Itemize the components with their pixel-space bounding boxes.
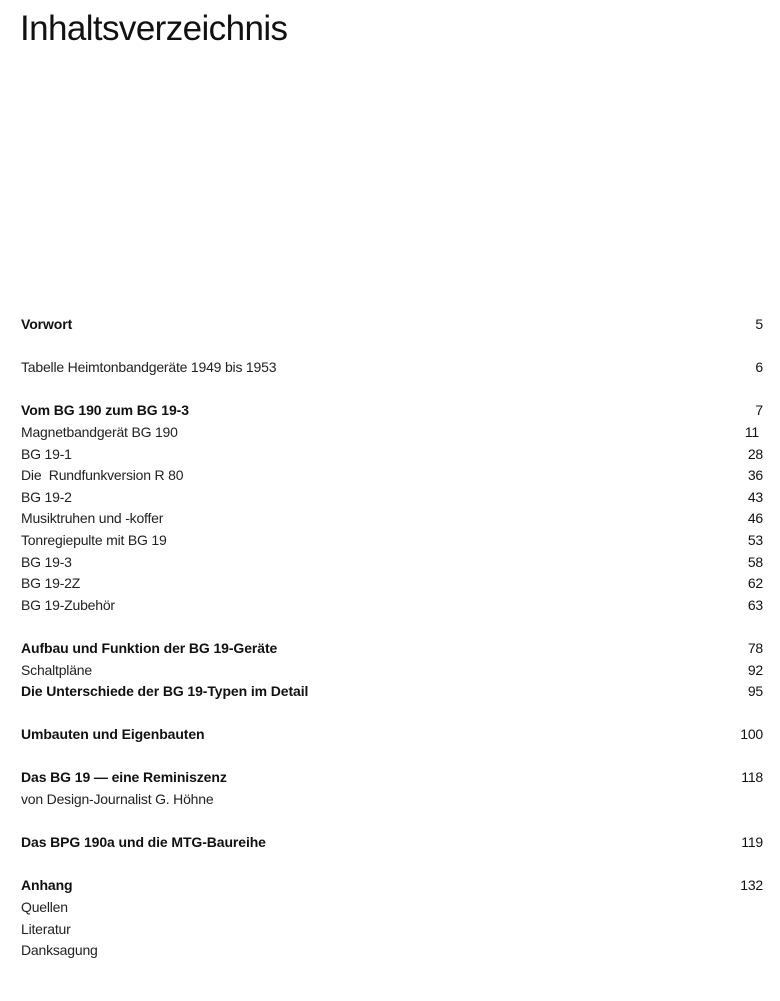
toc-entry-title: Vorwort [21, 316, 73, 332]
toc-entry-title: Musiktruhen und -koffer [21, 510, 164, 527]
toc-page-number: 53 [747, 531, 763, 548]
toc-subentry[interactable] [21, 357, 763, 379]
toc-spacer [21, 703, 763, 725]
toc-subentry[interactable] [21, 530, 763, 552]
toc-page-number: 36 [747, 467, 763, 484]
toc-page-number: 118 [741, 769, 763, 786]
toc-entry-title: Tonregiepulte mit BG 19 [21, 531, 167, 548]
toc-subentry[interactable] [21, 660, 763, 682]
toc-page-number: 5 [755, 316, 763, 332]
toc-page-number: 63 [747, 596, 763, 613]
toc-entry-title: Magnetbandgerät BG 190 [21, 423, 178, 440]
toc-page-number: 119 [741, 834, 763, 851]
toc-spacer [21, 746, 763, 768]
toc-chapter-entry[interactable] [21, 875, 763, 897]
toc-subentry[interactable] [21, 789, 763, 811]
toc-subentry[interactable] [21, 508, 763, 530]
toc-entry-title: BG 19-Zubehör [21, 596, 115, 613]
toc-entry-title: Das BG 19 — eine Reminiszenz [21, 769, 227, 786]
toc-entry-title: Aufbau und Funktion der BG 19-Geräte [21, 639, 278, 656]
toc-spacer [21, 336, 763, 358]
toc-entry-title: Die Unterschiede der BG 19-Typen im Detail [21, 683, 309, 700]
toc-entry-title: Umbauten und Eigenbauten [21, 726, 205, 743]
toc-entry-title: Literatur [21, 920, 71, 937]
toc-subentry[interactable] [21, 940, 763, 962]
toc-entry-title: BG 19-3 [21, 553, 72, 570]
toc-subentry[interactable] [21, 919, 763, 941]
toc-page-number: 11 [744, 423, 759, 440]
toc-entry-title: von Design-Journalist G. Höhne [21, 791, 214, 808]
toc-page-number: 7 [755, 402, 763, 419]
toc-page-number: 58 [747, 553, 763, 570]
toc-subentry[interactable] [21, 465, 763, 487]
toc-entry-title: BG 19-2 [21, 488, 72, 505]
toc-entry-title: Vom BG 190 zum BG 19-3 [21, 402, 189, 419]
toc-spacer [21, 379, 763, 401]
toc-subentry[interactable] [21, 897, 763, 919]
toc-subentry[interactable] [21, 444, 763, 466]
toc-entry-title: Schaltpläne [21, 661, 92, 678]
toc-chapter-entry[interactable] [21, 767, 763, 789]
toc-entry-title: Danksagung [21, 942, 98, 959]
toc-chapter-entry[interactable] [21, 400, 763, 422]
toc-subentry[interactable] [21, 552, 763, 574]
toc-page-number: 43 [747, 488, 763, 505]
toc-entry-title: BG 19-2Z [21, 575, 81, 592]
toc-chapter-entry[interactable] [21, 638, 763, 660]
toc-subentry[interactable] [21, 422, 763, 444]
toc-subentry[interactable] [21, 487, 763, 509]
toc-chapter-entry[interactable] [21, 724, 763, 746]
toc-chapter-entry[interactable] [21, 681, 763, 703]
toc-entry-title: BG 19-1 [21, 445, 72, 462]
toc-page-number: 62 [747, 575, 763, 592]
toc-page-number: 6 [755, 359, 763, 376]
toc-entry-title: Quellen [21, 899, 68, 916]
toc-page-number: 100 [740, 726, 763, 743]
toc-chapter-entry[interactable] [21, 314, 763, 336]
toc-chapter-entry[interactable] [21, 832, 763, 854]
toc-spacer [21, 811, 763, 833]
table-of-contents [21, 314, 763, 962]
toc-spacer [21, 616, 763, 638]
page-title: Inhaltsverzeichnis [20, 9, 288, 48]
toc-entry-title: Das BPG 190a und die MTG-Baureihe [21, 834, 266, 851]
toc-entry-title: Die Rundfunkversion R 80 [21, 467, 184, 484]
toc-page-number: 132 [740, 877, 763, 894]
toc-page-number: 28 [747, 445, 763, 462]
toc-subentry[interactable] [21, 595, 763, 617]
toc-entry-title: Anhang [21, 877, 73, 894]
toc-page-number: 92 [747, 661, 763, 678]
toc-page-number: 46 [747, 510, 763, 527]
toc-spacer [21, 854, 763, 876]
toc-page-number: 78 [747, 639, 763, 656]
toc-page-number: 95 [747, 683, 763, 700]
toc-entry-title: Tabelle Heimtonbandgeräte 1949 bis 1953 [21, 359, 277, 376]
toc-subentry[interactable] [21, 573, 763, 595]
